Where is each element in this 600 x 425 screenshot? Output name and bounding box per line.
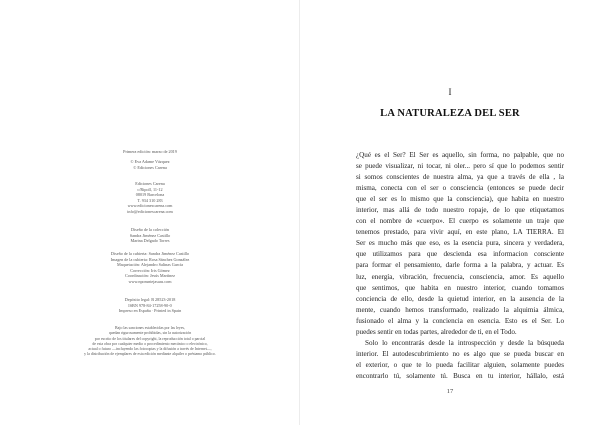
body-line: interior. El autodescubrimiento no es algo que se pueda buscar en	[356, 349, 564, 358]
imprint-line: Imagen de la cubierta: Rosa Sánchez González	[110, 256, 190, 262]
imprint-line: Marina Delgado Torres	[130, 238, 170, 244]
imprint-line: Diseño de la colección	[130, 227, 170, 232]
page-number: 17	[446, 388, 454, 395]
body-line: interior, mas allá de todo nuestro ropaje, de lo que etiquetamos	[356, 206, 564, 215]
body-line: misma, conecta con el ser o consciencia (entonces se puede decir	[356, 184, 564, 193]
body-line: se puede visualizar, ni tocar, ni oler... pero sí que lo podemos sentir	[356, 162, 564, 171]
imprint-line: 08019 Barcelona	[135, 192, 165, 198]
imprint-block	[60, 251, 240, 285]
legal-line: Bajo las sanciones establecidas por las leyes,	[115, 326, 185, 330]
imprint-line: © Eva Adame Vázquez	[130, 159, 170, 164]
imprint-block	[60, 149, 240, 155]
imprint-block	[60, 227, 240, 244]
imprint-line: c/Ripoll, 11-12	[137, 186, 163, 192]
legal-line: actual o futuro —incluyendo las fotocopias y la difusión a través de Internet—,	[88, 347, 212, 352]
imprint-line: Depósito legal: B 28523-2018	[124, 297, 176, 302]
imprint-line: T. 934 310 283	[137, 197, 163, 203]
legal-line: y la distribución de ejemplares de esta edición mediante alquiler o préstamo público.	[84, 352, 216, 357]
body-line: el exterior, o que te lo pueda facilitar alguien, solamente puedes	[356, 360, 564, 369]
imprint-line: Primera edición: marzo de 2019	[123, 149, 177, 154]
imprint-line: Coordinación: Jesús Martínez	[124, 273, 175, 279]
right-page	[300, 0, 600, 425]
body-line: Solo lo encontrarás desde la introspección y desde la búsqueda	[365, 338, 564, 347]
legal-line: por escrito de los titulares del copyright, la reproducción total o parcial	[94, 336, 206, 341]
chapter-title: LA NATURALEZA DEL SER	[380, 108, 520, 119]
legal-line: de esta obra por cualquier medio o procedimiento mecánico o electrónico,	[92, 341, 208, 346]
body-line: que utilizamos para que descienda esa informacion consciente	[356, 250, 564, 259]
imprint-line: Impreso en España · Printed in Spain	[118, 308, 182, 314]
body-line: que sentimos, que habita en nuestro interior, cuando tomamos	[356, 283, 564, 292]
imprint-line: Maquetación: Alejandro Salinas García	[117, 262, 183, 268]
legal-line: quedan rigurosamente prohibidas, sin la autorización	[108, 331, 192, 336]
body-line: conciencia de ello, desde la quietud interior, en la ausencia de la	[356, 294, 564, 303]
body-line: que el ser es lo mismo que la consciencia), que habita en nuestro	[356, 195, 564, 204]
imprint-line: Corrección: Iris Gómez	[130, 267, 170, 273]
body-line: ¿Qué es el Ser? El Ser es aquello, sin forma, no palpable, que no	[356, 151, 564, 159]
body-line: con el nombre de «cuerpo». El cuerpo es solamente un traje que	[356, 217, 564, 226]
body-line: Ser es mucho más que eso, es la esencia pura, sincera y verdadera,	[356, 239, 564, 248]
imprint-block	[60, 181, 240, 215]
imprint-line: Sandra Jiménez Castillo	[129, 232, 171, 238]
copyright-legal-notice	[44, 326, 256, 358]
body-line: mente, cuando hemos transformado, realizado la alquimia álmica,	[356, 305, 564, 314]
body-line: para formar el pensamiento, darle forma a la palabra, y actuar. Es	[356, 261, 564, 270]
imprint-line: info@edicionescarena.com	[127, 208, 173, 214]
imprint-line: © Ediciones Carena	[133, 164, 167, 170]
body-line: si somos conscientes de nuestra alma, ya que a través de ella , la	[356, 173, 564, 182]
imprint-line: ISBN 978-84-17258-90-0	[128, 302, 172, 308]
imprint-line: Diseño de la cubierta: Sandra Jiménez Castillo	[110, 251, 190, 256]
imprint-block	[60, 159, 240, 170]
body-line: puedes sentir en todas partes, alrededor de ti, en el Todo.	[356, 327, 517, 336]
body-line: tenemos prestado, para vivir aquí, en este plano, LA TIERRA. El	[356, 228, 564, 237]
imprint-block	[60, 297, 240, 314]
body-line: fusionado el alma y la conciencia en esencia. Esto es el Ser. Lo	[356, 316, 564, 325]
imprint-line: www.nporuntejasaas.com	[128, 278, 172, 284]
chapter-number: I	[448, 87, 452, 97]
body-line: encontrarlo tú, solamente tú. Busca en tu interior, hállalo, está	[356, 371, 564, 380]
imprint-line: www.edicionescarena.com	[127, 203, 173, 209]
chapter-body-text	[356, 150, 564, 382]
imprint-line: Ediciones Carena	[135, 181, 165, 186]
body-line: luz, energía, vibración, frecuencia, consciencia, amor. Es aquello	[356, 272, 564, 281]
